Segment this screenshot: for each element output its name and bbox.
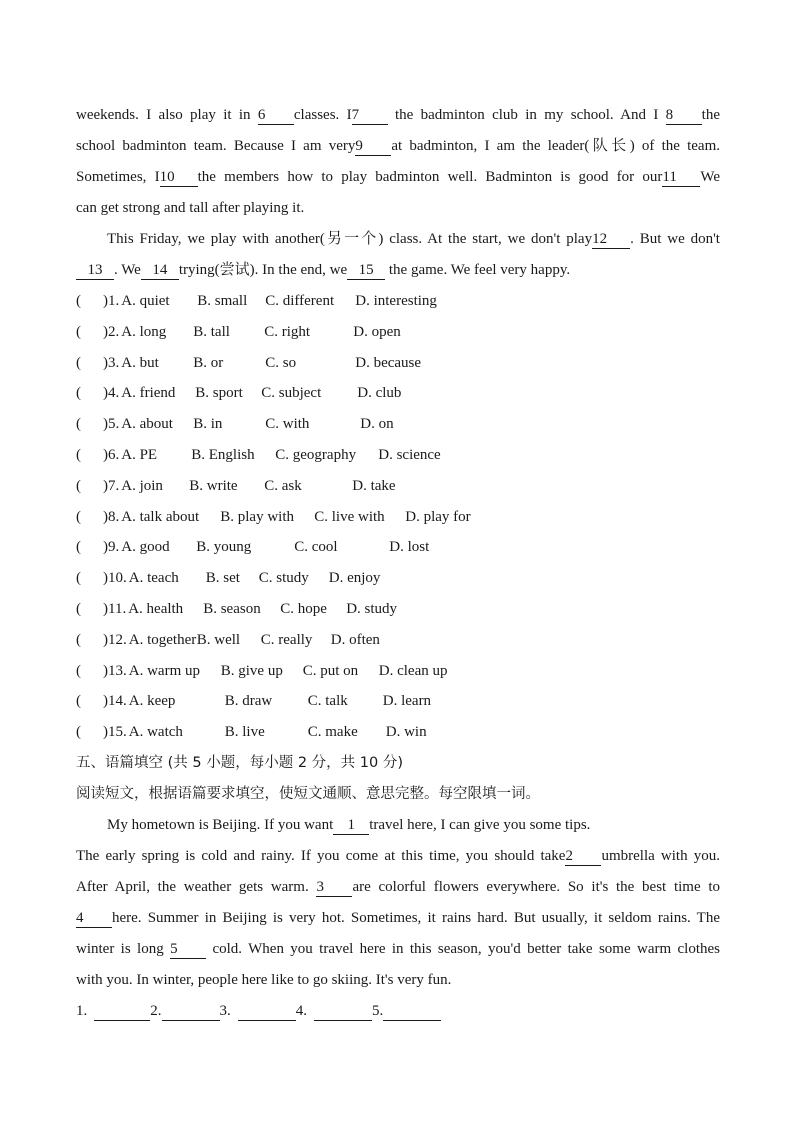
question-number: )6.: [103, 446, 120, 463]
passage-text: . But we don't: [630, 231, 720, 247]
option-d[interactable]: D. open: [353, 323, 401, 340]
blank-number[interactable]: 10: [160, 169, 198, 187]
blank-number[interactable]: 4: [76, 910, 112, 928]
passage-text: at badminton, I am the leader(队长) of the team.: [391, 138, 721, 154]
blank-number[interactable]: 5: [170, 941, 206, 959]
option-b[interactable]: B. small: [197, 293, 248, 309]
option-d[interactable]: D. play for: [405, 508, 471, 525]
question-row: [76, 317, 720, 348]
question-number: )13.: [103, 662, 127, 679]
passage-text: After April, the weather gets warm.: [76, 878, 317, 895]
option-a[interactable]: A. together: [128, 631, 197, 648]
option-d[interactable]: D. take: [352, 477, 396, 494]
answer-bracket[interactable]: (: [76, 600, 81, 617]
passage-text: . We: [114, 262, 141, 278]
answer-blank[interactable]: [162, 1003, 220, 1021]
passage-line: [76, 100, 720, 131]
option-a[interactable]: A. PE: [121, 446, 158, 463]
option-b[interactable]: B. set: [205, 570, 240, 587]
blank-number[interactable]: 12: [592, 231, 630, 249]
question-row: [76, 532, 720, 563]
option-a[interactable]: A. good: [121, 539, 170, 556]
option-d[interactable]: D. enjoy: [328, 570, 381, 587]
option-b[interactable]: B. draw: [224, 693, 273, 710]
answer-bracket[interactable]: (: [76, 570, 81, 587]
passage-text: travel here, I can give you some tips.: [369, 816, 591, 833]
question-number: )1.: [103, 293, 120, 309]
option-c[interactable]: C. different: [265, 293, 335, 309]
passage-text: with you. In winter, people here like to go skiing. It's very fun.: [76, 971, 452, 988]
option-b[interactable]: B. tall: [193, 323, 230, 340]
option-b[interactable]: B. play with: [220, 508, 294, 525]
worksheet-page: [76, 100, 720, 1027]
option-a[interactable]: A. friend: [121, 385, 176, 402]
passage-text: Sometimes, I: [76, 169, 160, 185]
question-row: [76, 717, 720, 748]
blank-number[interactable]: 3: [316, 879, 352, 897]
option-c[interactable]: C. right: [264, 323, 311, 340]
section-heading: 五、语篇填空 (共 5 小题，每小题 2 分，共 10 分): [76, 754, 403, 771]
option-d[interactable]: D. lost: [389, 539, 430, 556]
passage-line: [76, 162, 720, 193]
option-c[interactable]: C. ask: [264, 477, 302, 494]
passage-text: school badminton team. Because I am very: [76, 138, 356, 154]
question-list: [76, 286, 720, 748]
option-d[interactable]: D. clean up: [378, 662, 448, 679]
question-row: [76, 625, 720, 656]
option-d[interactable]: D. science: [378, 446, 441, 463]
answer-bracket[interactable]: (: [76, 477, 81, 494]
option-d[interactable]: D. club: [357, 385, 402, 402]
answer-label: 3.: [219, 1002, 231, 1019]
blank-number[interactable]: 1: [333, 817, 369, 835]
answer-blank[interactable]: [94, 1003, 150, 1021]
passage-text: winter is long: [76, 940, 171, 957]
question-number: )11.: [103, 600, 127, 617]
question-number: )10.: [103, 570, 127, 587]
passage-text: the: [701, 107, 720, 123]
option-d[interactable]: D. interesting: [355, 293, 437, 309]
option-b[interactable]: B. English: [191, 446, 255, 463]
section-instruction: 阅读短文，根据语篇要求填空，使短文通顺、意思完整。每空限填一词。: [76, 785, 540, 802]
question-row: [76, 378, 720, 409]
passage-line: [76, 810, 720, 841]
question-number: )5.: [103, 416, 120, 433]
answer-blank[interactable]: [383, 1003, 441, 1021]
blank-number[interactable]: 2: [565, 848, 601, 866]
passage-line: [76, 903, 720, 934]
passage-text: This Friday, we play with another(另一个) class. At the start, we don't play: [107, 231, 593, 247]
fill-in-passage: [76, 810, 720, 996]
answer-bracket[interactable]: (: [76, 631, 81, 648]
answer-bracket[interactable]: (: [76, 323, 81, 340]
passage-text: are colorful flowers everywhere. So it's the best time to: [352, 878, 721, 895]
option-c[interactable]: C. talk: [307, 693, 348, 710]
option-d[interactable]: D. learn: [382, 693, 432, 710]
option-c[interactable]: C. study: [258, 570, 309, 587]
question-number: )14.: [103, 693, 127, 710]
option-a[interactable]: A. teach: [128, 570, 179, 587]
option-b[interactable]: B. in: [193, 416, 223, 433]
option-c[interactable]: C. with: [265, 416, 310, 433]
answer-bracket[interactable]: (: [76, 446, 81, 463]
answer-blank[interactable]: [314, 1003, 372, 1021]
question-number: )4.: [103, 385, 120, 402]
answer-bracket[interactable]: (: [76, 662, 81, 679]
passage-text: We: [700, 169, 720, 185]
answer-label: 5.: [372, 1002, 384, 1019]
option-d[interactable]: D. often: [330, 631, 380, 648]
option-c[interactable]: C. hope: [280, 600, 327, 617]
option-c[interactable]: C. make: [307, 724, 358, 741]
option-b[interactable]: B. young: [196, 539, 252, 556]
option-b[interactable]: B. sport: [195, 385, 243, 402]
passage-line: [76, 841, 720, 872]
option-a[interactable]: A. about: [121, 416, 173, 433]
answer-bracket[interactable]: (: [76, 354, 81, 371]
question-number: )7.: [103, 477, 120, 494]
blank-number[interactable]: 7: [352, 107, 388, 125]
option-d[interactable]: D. win: [385, 724, 427, 741]
option-c[interactable]: C. so: [265, 354, 297, 371]
question-number: )2.: [103, 323, 120, 340]
question-number: )3.: [103, 354, 120, 371]
passage-text: the members how to play badminton well. Badminton is good for our: [197, 169, 663, 185]
passage-text: trying(尝试). In the end, we: [178, 262, 348, 278]
answer-bracket[interactable]: (: [76, 416, 81, 433]
passage-text: can get strong and tall after playing it.: [76, 200, 305, 216]
passage-line: [76, 224, 720, 255]
passage-text: The early spring is cold and rainy. If you come at this time, you should take: [76, 847, 566, 864]
option-b[interactable]: B. live: [224, 724, 265, 741]
question-number: )9.: [103, 539, 120, 556]
option-d[interactable]: D. because: [355, 354, 422, 371]
option-c[interactable]: C. geography: [275, 446, 357, 463]
passage-text: the badminton club in my school. And I: [387, 107, 666, 123]
option-b[interactable]: B. or: [193, 354, 224, 371]
blank-number[interactable]: 9: [355, 138, 391, 156]
option-b[interactable]: B. give up: [220, 662, 283, 679]
question-row: [76, 409, 720, 440]
option-c[interactable]: C. cool: [294, 539, 338, 556]
question-row: [76, 471, 720, 502]
blank-number[interactable]: 11: [662, 169, 700, 187]
question-row: [76, 440, 720, 471]
answer-bracket[interactable]: (: [76, 508, 81, 525]
question-number: )15.: [103, 724, 127, 741]
blank-number[interactable]: 14: [141, 262, 179, 280]
answer-bracket[interactable]: (: [76, 724, 81, 741]
question-row: [76, 286, 720, 317]
answer-bracket[interactable]: (: [76, 293, 81, 309]
passage-line: [76, 965, 720, 996]
passage-text: weekends. I also play it in: [76, 107, 258, 123]
answer-blank[interactable]: [238, 1003, 296, 1021]
option-d[interactable]: D. study: [346, 600, 398, 617]
blank-number[interactable]: 15: [347, 262, 385, 280]
option-a[interactable]: A. join: [121, 477, 163, 494]
passage-line: [76, 934, 720, 965]
answer-bracket[interactable]: (: [76, 539, 81, 556]
passage-text: here. Summer in Beijing is very hot. Sometimes, it rains hard. But usually, it seldom rains. The: [112, 909, 720, 926]
question-number: )12.: [103, 631, 127, 648]
option-b[interactable]: B. well: [196, 631, 241, 648]
option-b[interactable]: B. season: [203, 600, 261, 617]
option-c[interactable]: C. put on: [302, 662, 359, 679]
passage-text: classes. I: [293, 107, 352, 123]
question-row: [76, 656, 720, 687]
answer-label: 2.: [150, 1002, 162, 1019]
option-a[interactable]: A. talk about: [121, 508, 200, 525]
option-a[interactable]: A. health: [128, 600, 184, 617]
blank-number[interactable]: 13: [76, 262, 114, 280]
option-c[interactable]: C. live with: [314, 508, 385, 525]
answer-bracket[interactable]: (: [76, 385, 81, 402]
option-a[interactable]: A. keep: [128, 693, 176, 710]
answer-label: 1.: [76, 1002, 88, 1019]
passage-text: cold. When you travel here in this season, you'd better take some warm clothes: [206, 940, 720, 957]
option-a[interactable]: A. but: [121, 354, 159, 371]
option-a[interactable]: A. quiet: [121, 293, 170, 309]
answer-line: [76, 996, 720, 1027]
option-a[interactable]: A. long: [121, 323, 167, 340]
passage-line: [76, 193, 720, 224]
blank-number[interactable]: 6: [258, 107, 294, 125]
passage-text: the game. We feel very happy.: [385, 262, 571, 278]
option-a[interactable]: A. watch: [128, 724, 183, 741]
option-a[interactable]: A. warm up: [128, 662, 200, 679]
option-c[interactable]: C. really: [260, 631, 313, 648]
question-row: [76, 563, 720, 594]
option-b[interactable]: B. write: [189, 477, 238, 494]
blank-number[interactable]: 8: [666, 107, 702, 125]
question-number: )8.: [103, 508, 120, 525]
passage-line: [76, 255, 720, 286]
question-row: [76, 502, 720, 533]
cloze-passage: [76, 100, 720, 286]
passage-text: umbrella with you.: [601, 847, 720, 864]
question-row: [76, 348, 720, 379]
option-c[interactable]: C. subject: [261, 385, 322, 402]
passage-line: [76, 872, 720, 903]
passage-line: [76, 131, 720, 162]
option-d[interactable]: D. on: [360, 416, 394, 433]
question-row: [76, 686, 720, 717]
question-row: [76, 594, 720, 625]
answer-label: 4.: [295, 1002, 307, 1019]
passage-text: My hometown is Beijing. If you want: [107, 816, 334, 833]
answer-bracket[interactable]: (: [76, 693, 81, 710]
